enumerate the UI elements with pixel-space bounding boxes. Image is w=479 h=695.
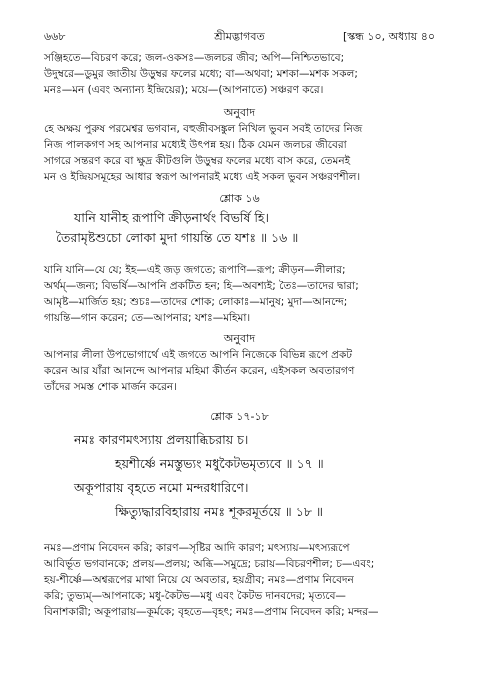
synonyms-top (44, 50, 442, 98)
shloka-heading: শ্লোক ১৬ (219, 192, 260, 205)
synonym-line: নমঃ—প্রণাম নিবেদন করি; কারণ—সৃষ্টির আদি কারণ; মৎস্যায়—মৎস্যরূপে (44, 542, 350, 554)
translation-heading: অনুবাদ (223, 106, 256, 119)
synonyms-17 (44, 540, 442, 620)
translation-line: হে অক্ষয় পুরুষ পরমেশ্বর ভগবান, বহুজীবসঙ্কুল নিখিল ভুবন সবই তাদের নিজ (44, 123, 363, 135)
synonym-line: অর্থম্—জন্য; বিভর্ষি—আপনি প্রকটিত হন; হি—অবশ্যই; তৈঃ—তাদের দ্বারা; (44, 280, 359, 292)
translation-text (44, 347, 442, 395)
translation-line: সাগরে সন্তরণ করে বা ক্ষুদ্র কীটগুলি উড়ুম্বর ফলের মধ্যে বাস করে, তেমনই (44, 155, 351, 167)
synonyms-16 (44, 262, 442, 326)
chapter-reference: [স্কন্ধ ১০, অধ্যায় ৪০ (342, 30, 435, 43)
page-number: ৬৬৮ (44, 30, 66, 43)
translation-line: আপনার লীলা উপভোগার্থে এই জগতে আপনি নিজেকে বিভিন্ন রূপে প্রকট (44, 349, 353, 361)
synonym-line: আমৃষ্ট—মার্জিত হয়; শুচঃ—তাদের শোক; লোকাঃ—মানুষ; মুদা—আনন্দে; (44, 296, 348, 308)
translation-line: করেন আর যাঁরা আনন্দে আপনার মহিমা কীর্তন করেন, এইসকল অবতারগণ (44, 365, 355, 377)
synonym-line: উদুম্বরে—ডুমুর জাতীয় উড়ুম্বর ফলের মধ্যে; বা—অথবা; মশকা—মশক সকল; (44, 68, 358, 80)
synonym-line: যানি যানি—যে যে; ইহ—এই জড় জগতে; রূপাণি—রূপ; ক্রীড়ন—লীলার; (44, 264, 346, 276)
translation-line: তাঁদের সমস্ত শোক মার্জন করেন। (44, 381, 177, 393)
book-title: শ্রীমদ্ভাগবত (214, 30, 265, 43)
shloka-heading: শ্লোক ১৭-১৮ (210, 410, 269, 423)
verse-line: যানি যানীহ রূপাণি ক্রীড়নার্থং বিভর্ষি হি। (74, 210, 269, 225)
translation-line: নিজ পালকগণ সহ আপনার মধ্যেই উৎপন্ন হয়। ঠিক যেমন জলচর জীবেরা (44, 139, 347, 151)
verse-line: হয়শীর্ষ্ণে নমস্তুভ্যং মধুকৈটভমৃত্যবে ॥ ১৭ ॥ (115, 456, 324, 471)
verse-line: তৈরামৃষ্টশুচো লোকা মুদা গায়ন্তি তে যশঃ ॥ ১৬ ॥ (56, 230, 299, 245)
translation-heading: অনুবাদ (223, 332, 256, 345)
verse-line: নমঃ কারণমৎস্যায় প্রলয়াব্ধিচরায় চ। (74, 432, 249, 447)
synonym-line: হয়-শীর্ষ্ণে—অশ্বরূপের মাথা নিয়ে যে অবতার, হয়গ্রীব; নমঃ—প্রণাম নিবেদন (44, 574, 354, 586)
synonym-line: আবির্ভূত ভগবানকে; প্রলয়—প্রলয়; অব্ধি—সমুদ্রে; চরায়—বিচরণশীল; চ—এবং; (44, 558, 375, 570)
verse-line: ক্ষিত্যুদ্ধারবিহারায় নমঃ শূকরমূর্তয়ে ॥ ১৮ ॥ (115, 504, 323, 519)
synonym-line: মনঃ—মন (এবং অন্যান্য ইন্দ্রিয়ের); ময়ে—(আপনাতে) সঞ্চরণ করে। (44, 84, 324, 96)
translation-line: মন ও ইন্দ্রিয়সমূহের আধার স্বরূপ আপনারই মধ্যে এই সকল ভুবন সঞ্চরণশীল। (44, 171, 361, 183)
running-header (44, 28, 435, 46)
synonym-line: বিনাশকারী; অকূপারায়—কূর্মকে; বৃহতে—বৃহৎ; নমঃ—প্রণাম নিবেদন করি; মন্দর— (44, 606, 379, 618)
translation-text (44, 121, 442, 185)
synonym-line: গায়ন্তি—গান করেন; তে—আপনার; যশঃ—মহিমা। (44, 312, 251, 324)
synonym-line: সঞ্জিহতে—বিচরণ করে; জল-ওকসঃ—জলচর জীব; অপি—নিশ্চিতভাবে; (44, 52, 345, 64)
verse-line: অকূপারায় বৃহতে নমো মন্দরধারিণে। (74, 480, 249, 495)
synonym-line: করি; তুভ্যম্—আপনাকে; মধু-কৈটভ—মধু এবং কৈটভ দানবদের; মৃত্যবে— (44, 590, 346, 602)
